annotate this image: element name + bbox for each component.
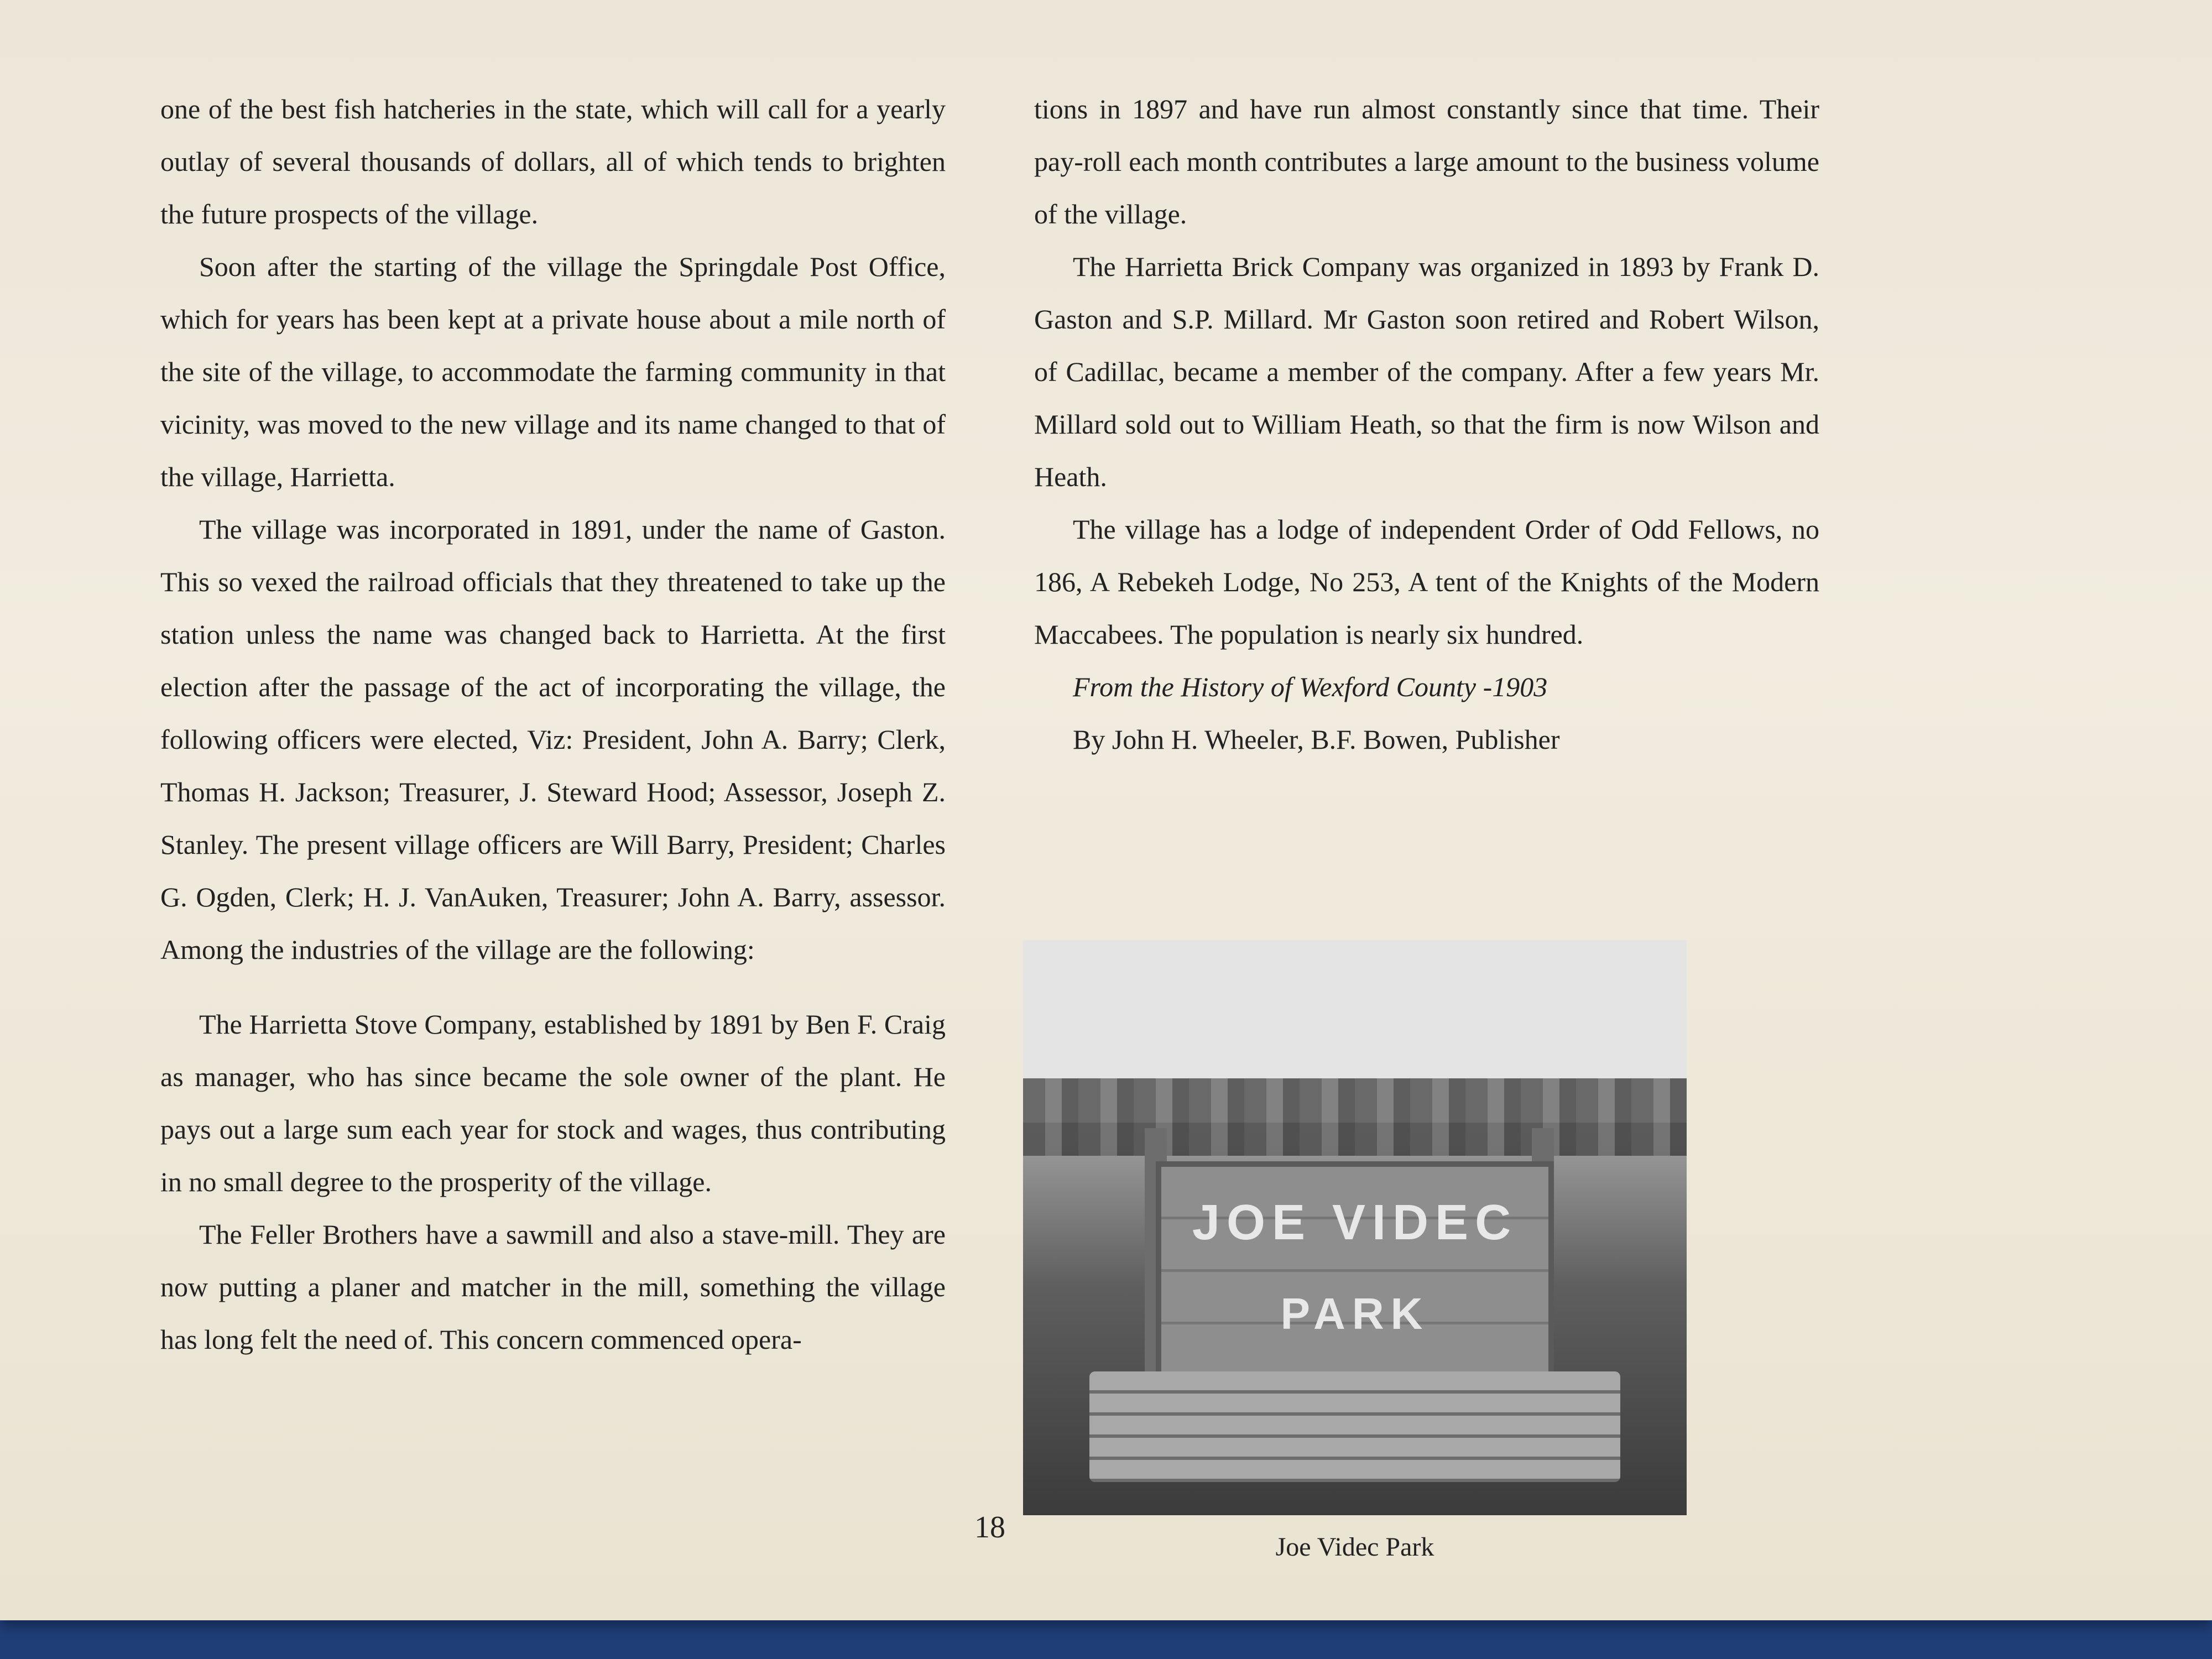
photo-caption: Joe Videc Park xyxy=(1275,1532,1434,1562)
log-planter xyxy=(1089,1371,1620,1482)
paragraph: The Harrietta Brick Company was organized in 1893 by Frank D. Gaston and S.P. Millard. Mr Gaston soon retired and Robert Wilson, of Cadillac, became a member of the company. After a few years Mr. Millard sold out to William Heath, so that the firm is now Wilson and Heath. xyxy=(1034,251,1819,492)
sign-text-line1: JOE VIDEC xyxy=(1192,1195,1518,1250)
right-column xyxy=(1034,83,1819,766)
park-sign xyxy=(1156,1161,1554,1383)
park-sign-photo xyxy=(1023,940,1687,1515)
left-column xyxy=(160,83,946,1366)
paragraph: The village was incorporated in 1891, under the name of Gaston. This so vexed the railroad officials that they threatened to take up the station unless the name was changed back to Harrietta. At the first election after the passage of the act of incorporating the village, the following officers were elected, Viz: President, John A. Barry; Clerk, Thomas H. Jackson; Treasurer, J. Steward Hood; Assessor, Joseph Z. Stanley. The present village officers are Will Barry, President; Charles G. Ogden, Clerk; H. J. VanAuken, Treasurer; John A. Barry, assessor. Among the industries of the village are the following: xyxy=(160,514,946,965)
paragraph: The village has a lodge of independent Order of Odd Fellows, no 186, A Rebekeh Lodge, No 253, A tent of the Knights of the Modern Maccabees. The population is nearly six hundred. xyxy=(1034,514,1819,650)
sign-text-line2: PARK xyxy=(1280,1289,1430,1338)
photo-trees xyxy=(1023,1078,1687,1156)
paragraph: The Feller Brothers have a sawmill and also a stave-mill. They are now putting a planer and matcher in the mill, something the village has long felt the need of. This concern commenced opera- xyxy=(160,1219,946,1355)
publisher-credit: By John H. Wheeler, B.F. Bowen, Publisher xyxy=(1073,724,1560,755)
paragraph: Soon after the starting of the village the Springdale Post Office, which for years has been kept at a private house about a mile north of the site of the village, to accommodate the farming community in that vicinity, was moved to the new village and its name changed to that of the village, Harrietta. xyxy=(160,251,946,492)
paragraph: tions in 1897 and have run almost constantly since that time. Their pay-roll each month contributes a large amount to the business volume of the village. xyxy=(1034,93,1819,229)
page-number: 18 xyxy=(974,1510,1005,1545)
paragraph: The Harrietta Stove Company, established by 1891 by Ben F. Craig as manager, who has since became the sole owner of the plant. He pays out a large sum each year for stock and wages, thus contributing in no small degree to the prosperity of the village. xyxy=(160,1009,946,1197)
page-content xyxy=(160,83,1819,1576)
source-citation: From the History of Wexford County -1903 xyxy=(1073,671,1548,702)
paragraph: one of the best fish hatcheries in the state, which will call for a yearly outlay of several thousands of dollars, all of which tends to brighten the future prospects of the village. xyxy=(160,93,946,229)
